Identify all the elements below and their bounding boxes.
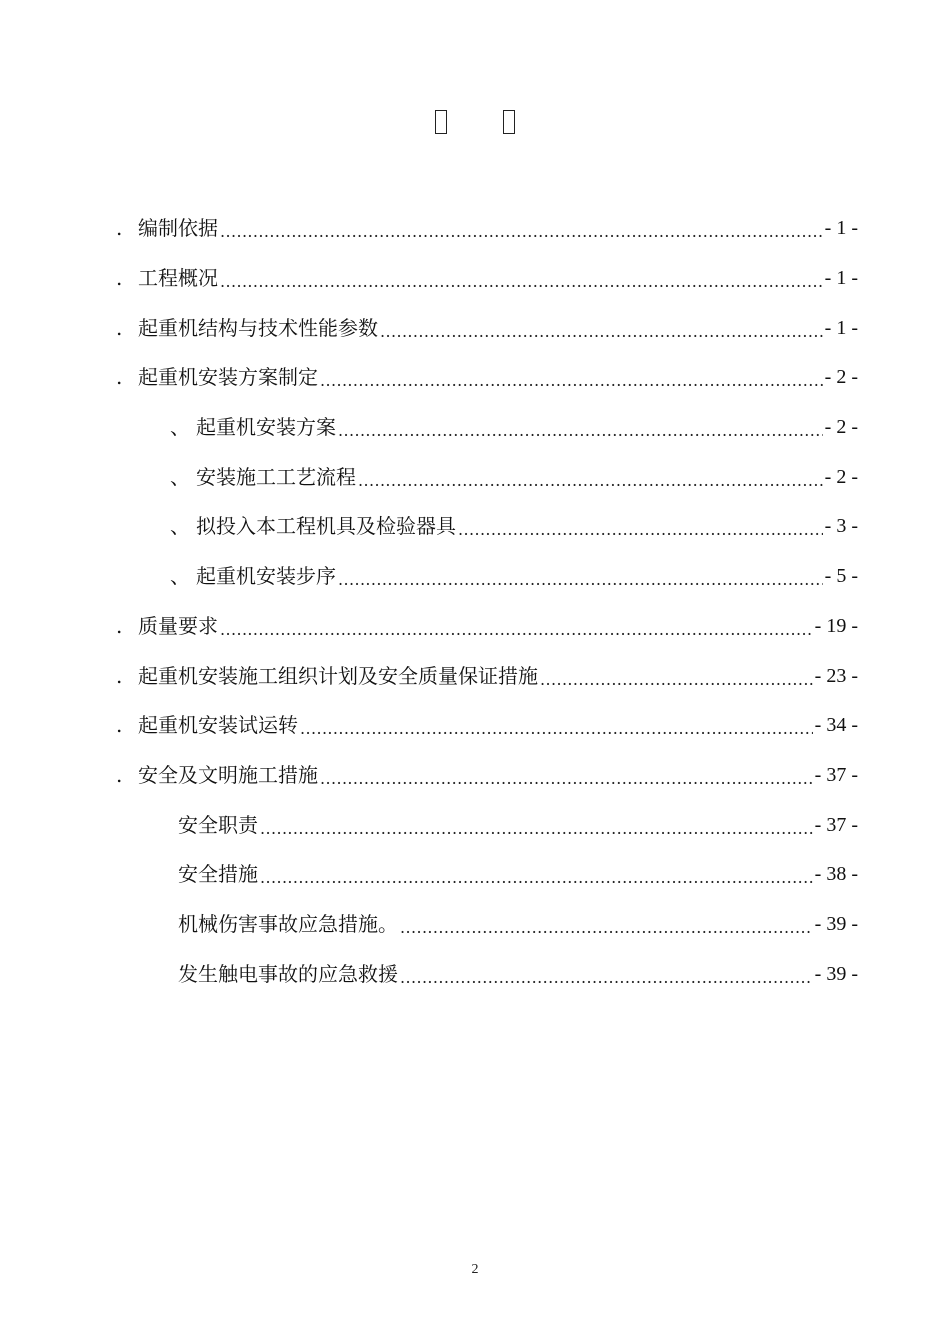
dot-leader — [400, 959, 813, 989]
toc-entry-label: 起重机结构与技术性能参数 — [138, 316, 378, 340]
page-number: 2 — [471, 1262, 479, 1277]
toc-subentry[interactable] — [178, 909, 858, 939]
toc-entry-label: 起重机安装施工组织计划及安全质量保证措施 — [138, 664, 538, 688]
toc-entry-page: - 2 - — [824, 366, 858, 388]
toc-entry-page: - 2 - — [824, 466, 858, 488]
toc-entry-page: - 1 - — [824, 217, 858, 239]
toc-entry[interactable] — [116, 611, 858, 641]
toc-entry-page: - 37 - — [814, 764, 858, 786]
toc-entry-label: 安全措施 — [178, 862, 258, 886]
toc-entry-marker: . — [116, 713, 123, 737]
toc-entry-marker: 、 — [170, 514, 190, 538]
toc-entry-marker: . — [116, 614, 123, 638]
dot-leader — [320, 362, 823, 392]
toc-entry-label: 拟投入本工程机具及检验器具 — [196, 514, 456, 538]
toc-entry-label: 安装施工工艺流程 — [196, 465, 356, 489]
dot-leader — [260, 810, 813, 840]
toc-entry-label: 安全及文明施工措施 — [138, 763, 318, 787]
toc-entry-marker: . — [116, 266, 123, 290]
dot-leader — [338, 561, 823, 591]
toc-entry-marker: 、 — [170, 415, 190, 439]
toc-entry-label: 起重机安装方案制定 — [138, 365, 318, 389]
toc-entry-label: 起重机安装试运转 — [138, 713, 298, 737]
dot-leader — [220, 611, 813, 641]
missing-glyph-icon — [503, 110, 515, 134]
toc-entry-page: - 1 - — [824, 267, 858, 289]
dot-leader — [338, 412, 823, 442]
toc-subentry[interactable] — [170, 412, 858, 442]
toc-entry[interactable] — [116, 362, 858, 392]
toc-entry-page: - 23 - — [814, 665, 858, 687]
toc-entry-marker: . — [116, 216, 123, 240]
toc-subentry[interactable] — [170, 561, 858, 591]
dot-leader — [458, 511, 823, 541]
toc-entry[interactable] — [116, 263, 858, 293]
toc-entry-marker: . — [116, 664, 123, 688]
toc-entry-label: 安全职责 — [178, 813, 258, 837]
toc-subentry[interactable] — [178, 859, 858, 889]
toc-entry-page: - 37 - — [814, 814, 858, 836]
toc-entry-label: 质量要求 — [138, 614, 218, 638]
toc-entry-label: 工程概况 — [138, 266, 218, 290]
toc-entry-label: 编制依据 — [138, 216, 218, 240]
toc-entry-page: - 34 - — [814, 714, 858, 736]
dot-leader — [380, 313, 823, 343]
dot-leader — [540, 661, 813, 691]
missing-glyph-icon — [435, 110, 447, 134]
toc-entry-page: - 3 - — [824, 515, 858, 537]
toc-entry-page: - 39 - — [814, 963, 858, 985]
toc-entry-page: - 38 - — [814, 863, 858, 885]
toc-subentry[interactable] — [170, 462, 858, 492]
dot-leader — [220, 263, 823, 293]
toc-entry-page: - 19 - — [814, 615, 858, 637]
toc-entry-label: 起重机安装步序 — [196, 564, 336, 588]
toc-entry[interactable] — [116, 313, 858, 343]
toc-entry-marker: . — [116, 763, 123, 787]
toc-entry-label: 起重机安装方案 — [196, 415, 336, 439]
toc-entry-page: - 2 - — [824, 416, 858, 438]
toc-entry[interactable] — [116, 661, 858, 691]
toc-entry-page: - 5 - — [824, 565, 858, 587]
dot-leader — [300, 710, 813, 740]
dot-leader — [220, 213, 823, 243]
toc-subentry[interactable] — [178, 959, 858, 989]
toc-entry[interactable] — [116, 710, 858, 740]
toc-entry[interactable] — [116, 760, 858, 790]
toc-entry-marker: 、 — [170, 564, 190, 588]
dot-leader — [400, 909, 813, 939]
toc-entry-marker: . — [116, 365, 123, 389]
toc-entry-label: 发生触电事故的应急救援 — [178, 962, 398, 986]
toc-entry[interactable] — [116, 213, 858, 243]
toc-entry-marker: 、 — [170, 465, 190, 489]
toc-entry-label: 机械伤害事故应急措施。 — [178, 912, 398, 936]
toc-entry-page: - 1 - — [824, 317, 858, 339]
toc-title — [0, 102, 950, 142]
dot-leader — [320, 760, 813, 790]
dot-leader — [260, 859, 813, 889]
toc-subentry[interactable] — [178, 810, 858, 840]
toc-entry-page: - 39 - — [814, 913, 858, 935]
dot-leader — [358, 462, 823, 492]
toc-subentry[interactable] — [170, 511, 858, 541]
toc-entry-marker: . — [116, 316, 123, 340]
